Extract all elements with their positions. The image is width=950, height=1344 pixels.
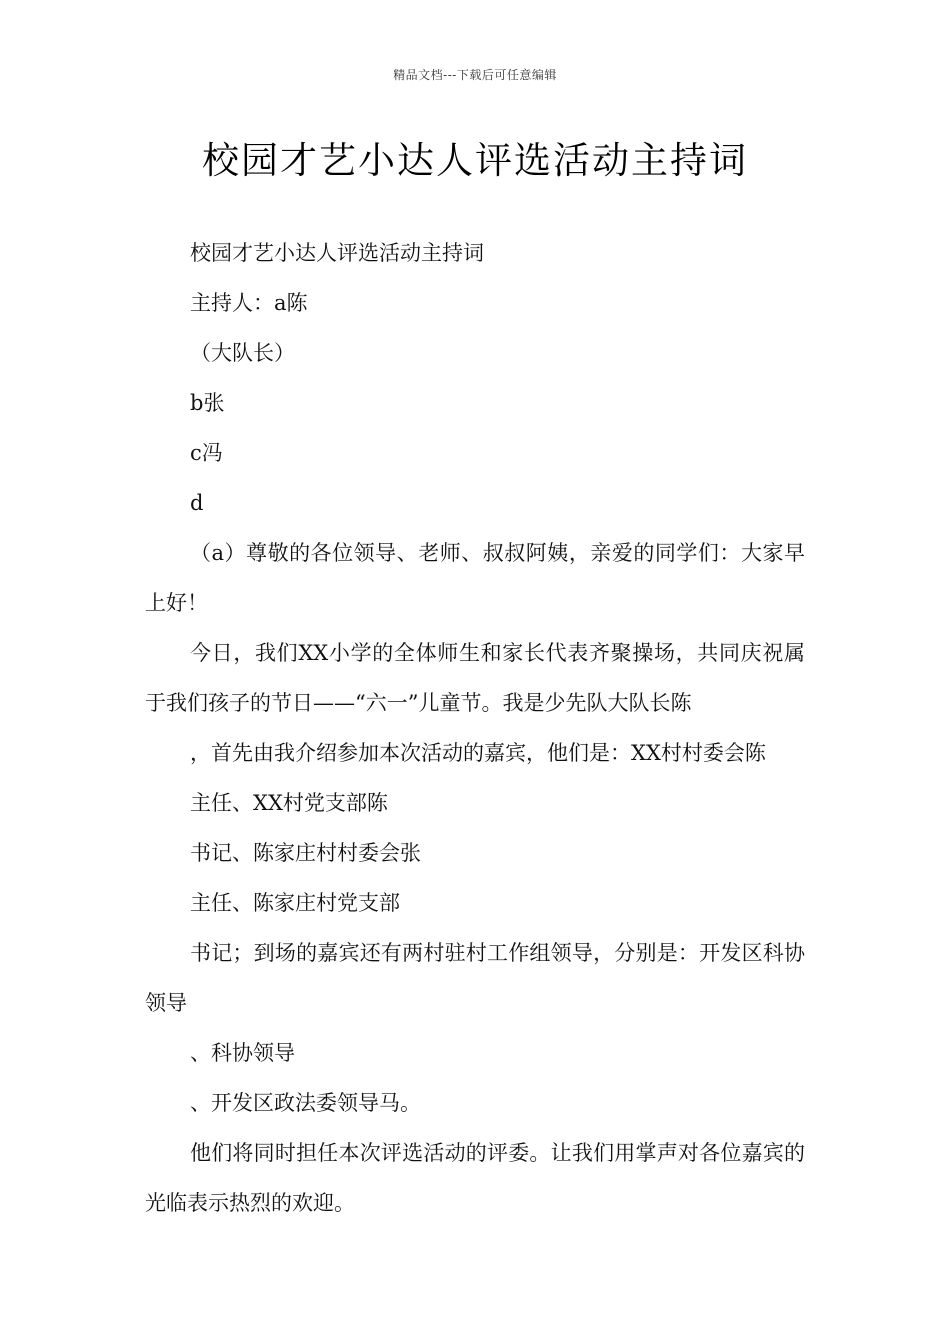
- paragraph-guests-intro: ，首先由我介绍参加本次活动的嘉宾，他们是：XX村村委会陈: [190, 741, 766, 765]
- paragraph-opening: 今日，我们XX小学的全体师生和家长代表齐聚操场，共同庆祝属于我们孩子的节日——“六一”儿童节。我是少先队大队长陈: [145, 641, 805, 715]
- paragraph-host-role: （大队长）: [190, 341, 295, 365]
- paragraph-guest-5: 、科协领导: [190, 1041, 295, 1065]
- paragraph-guest-6: 、开发区政法委领导马。: [190, 1091, 421, 1115]
- paragraph-welcome: 他们将同时担任本次评选活动的评委。让我们用掌声对各位嘉宾的光临表示热烈的欢迎。: [145, 1141, 805, 1215]
- paragraph-host-c: c冯: [190, 441, 223, 465]
- paragraph-host: 主持人：a陈: [190, 291, 308, 315]
- document-body: [145, 228, 805, 1228]
- paragraph-guest-1: 主任、XX村党支部陈: [190, 791, 388, 815]
- paragraph-subtitle: 校园才艺小达人评选活动主持词: [190, 241, 484, 265]
- paragraph-guest-3: 主任、陈家庄村党支部: [190, 891, 400, 915]
- paragraph-host-b: b张: [190, 391, 225, 415]
- paragraph-guest-2: 书记、陈家庄村村委会张: [190, 841, 421, 865]
- paragraph-greeting: （a）尊敬的各位领导、老师、叔叔阿姨，亲爱的同学们：大家早上好！: [145, 541, 805, 615]
- document-header-note: 精品文档---下载后可任意编辑: [393, 68, 557, 82]
- paragraph-host-d: d: [190, 491, 204, 515]
- paragraph-guest-4: 书记；到场的嘉宾还有两村驻村工作组领导，分别是：开发区科协领导: [145, 941, 805, 1015]
- document-title: 校园才艺小达人评选活动主持词: [202, 139, 748, 182]
